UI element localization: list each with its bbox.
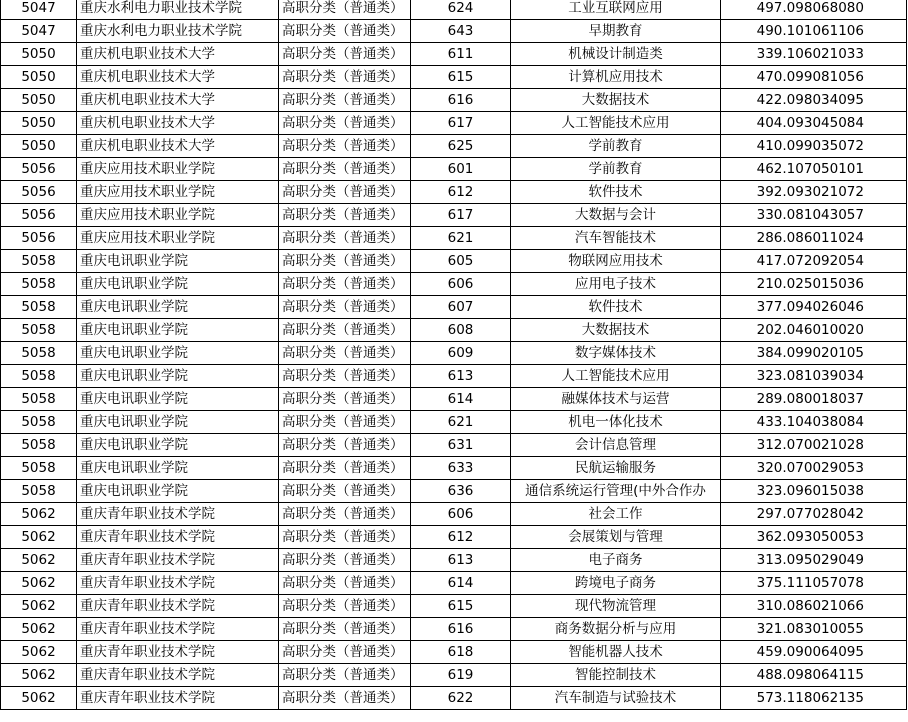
major-code-cell: 612 [411, 526, 511, 549]
table-row [1, 342, 907, 365]
school-code-cell: 5050 [1, 66, 77, 89]
score-cell: 313.095029049 [721, 549, 907, 572]
major-code-cell: 606 [411, 503, 511, 526]
table-row [1, 480, 907, 503]
major-name-cell: 通信系统运行管理(中外合作办 [511, 480, 721, 503]
major-name-cell: 人工智能技术应用 [511, 365, 721, 388]
major-code-cell: 611 [411, 43, 511, 66]
table-row [1, 135, 907, 158]
school-code-cell: 5062 [1, 549, 77, 572]
table-row [1, 503, 907, 526]
major-name-cell: 人工智能技术应用 [511, 112, 721, 135]
school-code-cell: 5062 [1, 503, 77, 526]
school-code-cell: 5062 [1, 572, 77, 595]
admission-type-cell: 高职分类（普通类） [279, 342, 411, 365]
major-code-cell: 614 [411, 572, 511, 595]
major-code-cell: 601 [411, 158, 511, 181]
major-name-cell: 工业互联网应用 [511, 0, 721, 20]
major-code-cell: 613 [411, 549, 511, 572]
table-row [1, 273, 907, 296]
major-code-cell: 617 [411, 112, 511, 135]
major-code-cell: 621 [411, 227, 511, 250]
major-name-cell: 应用电子技术 [511, 273, 721, 296]
major-code-cell: 608 [411, 319, 511, 342]
major-name-cell: 电子商务 [511, 549, 721, 572]
major-name-cell: 软件技术 [511, 296, 721, 319]
major-code-cell: 631 [411, 434, 511, 457]
school-code-cell: 5056 [1, 204, 77, 227]
table-row [1, 20, 907, 43]
school-name-cell: 重庆应用技术职业学院 [77, 227, 279, 250]
school-name-cell: 重庆青年职业技术学院 [77, 549, 279, 572]
table-row [1, 687, 907, 710]
major-name-cell: 机电一体化技术 [511, 411, 721, 434]
school-name-cell: 重庆青年职业技术学院 [77, 526, 279, 549]
admission-type-cell: 高职分类（普通类） [279, 641, 411, 664]
score-cell: 490.101061106 [721, 20, 907, 43]
score-cell: 330.081043057 [721, 204, 907, 227]
admission-type-cell: 高职分类（普通类） [279, 595, 411, 618]
major-code-cell: 643 [411, 20, 511, 43]
major-code-cell: 617 [411, 204, 511, 227]
major-name-cell: 机械设计制造类 [511, 43, 721, 66]
major-code-cell: 619 [411, 664, 511, 687]
table-row [1, 572, 907, 595]
school-name-cell: 重庆电讯职业学院 [77, 457, 279, 480]
major-code-cell: 615 [411, 595, 511, 618]
school-name-cell: 重庆青年职业技术学院 [77, 641, 279, 664]
major-code-cell: 607 [411, 296, 511, 319]
school-name-cell: 重庆青年职业技术学院 [77, 572, 279, 595]
score-cell: 210.025015036 [721, 273, 907, 296]
school-code-cell: 5058 [1, 411, 77, 434]
score-cell: 323.081039034 [721, 365, 907, 388]
major-name-cell: 大数据与会计 [511, 204, 721, 227]
major-code-cell: 636 [411, 480, 511, 503]
major-name-cell: 现代物流管理 [511, 595, 721, 618]
admission-type-cell: 高职分类（普通类） [279, 480, 411, 503]
admission-type-cell: 高职分类（普通类） [279, 388, 411, 411]
table-row [1, 526, 907, 549]
score-cell: 321.083010055 [721, 618, 907, 641]
table-row [1, 112, 907, 135]
school-code-cell: 5050 [1, 89, 77, 112]
score-cell: 202.046010020 [721, 319, 907, 342]
score-cell: 459.090064095 [721, 641, 907, 664]
major-code-cell: 618 [411, 641, 511, 664]
school-name-cell: 重庆青年职业技术学院 [77, 503, 279, 526]
school-code-cell: 5062 [1, 618, 77, 641]
school-code-cell: 5056 [1, 158, 77, 181]
score-cell: 377.094026046 [721, 296, 907, 319]
admission-type-cell: 高职分类（普通类） [279, 526, 411, 549]
admission-type-cell: 高职分类（普通类） [279, 572, 411, 595]
score-cell: 362.093050053 [721, 526, 907, 549]
admission-type-cell: 高职分类（普通类） [279, 365, 411, 388]
score-cell: 289.080018037 [721, 388, 907, 411]
major-name-cell: 汽车制造与试验技术 [511, 687, 721, 710]
school-code-cell: 5058 [1, 319, 77, 342]
score-cell: 433.104038084 [721, 411, 907, 434]
major-name-cell: 会计信息管理 [511, 434, 721, 457]
major-name-cell: 早期教育 [511, 20, 721, 43]
major-name-cell: 物联网应用技术 [511, 250, 721, 273]
school-code-cell: 5062 [1, 641, 77, 664]
school-name-cell: 重庆机电职业技术大学 [77, 112, 279, 135]
school-name-cell: 重庆水利电力职业技术学院 [77, 0, 279, 20]
table-row [1, 618, 907, 641]
table-row [1, 250, 907, 273]
major-name-cell: 数字媒体技术 [511, 342, 721, 365]
admission-type-cell: 高职分类（普通类） [279, 158, 411, 181]
school-code-cell: 5058 [1, 480, 77, 503]
school-code-cell: 5058 [1, 457, 77, 480]
major-code-cell: 615 [411, 66, 511, 89]
major-code-cell: 613 [411, 365, 511, 388]
admission-type-cell: 高职分类（普通类） [279, 549, 411, 572]
admission-type-cell: 高职分类（普通类） [279, 112, 411, 135]
score-cell: 462.107050101 [721, 158, 907, 181]
score-cell: 404.093045084 [721, 112, 907, 135]
admission-type-cell: 高职分类（普通类） [279, 411, 411, 434]
score-cell: 312.070021028 [721, 434, 907, 457]
score-cell: 470.099081056 [721, 66, 907, 89]
major-name-cell: 智能机器人技术 [511, 641, 721, 664]
score-cell: 286.086011024 [721, 227, 907, 250]
school-code-cell: 5062 [1, 526, 77, 549]
score-cell: 339.106021033 [721, 43, 907, 66]
major-name-cell: 计算机应用技术 [511, 66, 721, 89]
admission-type-cell: 高职分类（普通类） [279, 273, 411, 296]
table-row [1, 411, 907, 434]
school-name-cell: 重庆电讯职业学院 [77, 250, 279, 273]
table-row [1, 664, 907, 687]
table-row [1, 0, 907, 20]
admission-type-cell: 高职分类（普通类） [279, 296, 411, 319]
major-code-cell: 605 [411, 250, 511, 273]
school-name-cell: 重庆应用技术职业学院 [77, 181, 279, 204]
score-cell: 573.118062135 [721, 687, 907, 710]
school-code-cell: 5062 [1, 595, 77, 618]
score-cell: 417.072092054 [721, 250, 907, 273]
admission-type-cell: 高职分类（普通类） [279, 664, 411, 687]
score-cell: 384.099020105 [721, 342, 907, 365]
score-cell: 497.098068080 [721, 0, 907, 20]
score-cell: 375.111057078 [721, 572, 907, 595]
admission-type-cell: 高职分类（普通类） [279, 181, 411, 204]
school-code-cell: 5062 [1, 664, 77, 687]
table-row [1, 434, 907, 457]
admission-type-cell: 高职分类（普通类） [279, 43, 411, 66]
school-name-cell: 重庆青年职业技术学院 [77, 595, 279, 618]
school-code-cell: 5056 [1, 227, 77, 250]
admission-type-cell: 高职分类（普通类） [279, 319, 411, 342]
school-code-cell: 5056 [1, 181, 77, 204]
school-code-cell: 5062 [1, 687, 77, 710]
admission-type-cell: 高职分类（普通类） [279, 250, 411, 273]
table-row [1, 296, 907, 319]
score-cell: 320.070029053 [721, 457, 907, 480]
school-code-cell: 5050 [1, 112, 77, 135]
table-row [1, 89, 907, 112]
admission-type-cell: 高职分类（普通类） [279, 135, 411, 158]
school-name-cell: 重庆电讯职业学院 [77, 296, 279, 319]
major-name-cell: 软件技术 [511, 181, 721, 204]
school-code-cell: 5047 [1, 20, 77, 43]
school-code-cell: 5047 [1, 0, 77, 20]
major-code-cell: 633 [411, 457, 511, 480]
school-name-cell: 重庆电讯职业学院 [77, 411, 279, 434]
school-code-cell: 5058 [1, 388, 77, 411]
major-code-cell: 624 [411, 0, 511, 20]
major-name-cell: 智能控制技术 [511, 664, 721, 687]
school-code-cell: 5058 [1, 250, 77, 273]
score-cell: 422.098034095 [721, 89, 907, 112]
table-body [1, 0, 907, 710]
school-name-cell: 重庆电讯职业学院 [77, 319, 279, 342]
major-name-cell: 大数据技术 [511, 319, 721, 342]
score-cell: 392.093021072 [721, 181, 907, 204]
admission-type-cell: 高职分类（普通类） [279, 227, 411, 250]
major-name-cell: 社会工作 [511, 503, 721, 526]
school-code-cell: 5058 [1, 273, 77, 296]
admission-type-cell: 高职分类（普通类） [279, 457, 411, 480]
major-code-cell: 622 [411, 687, 511, 710]
score-cell: 323.096015038 [721, 480, 907, 503]
major-code-cell: 616 [411, 618, 511, 641]
school-code-cell: 5058 [1, 296, 77, 319]
school-name-cell: 重庆电讯职业学院 [77, 434, 279, 457]
table-row [1, 388, 907, 411]
school-name-cell: 重庆应用技术职业学院 [77, 158, 279, 181]
admission-type-cell: 高职分类（普通类） [279, 503, 411, 526]
table-row [1, 204, 907, 227]
table-row [1, 457, 907, 480]
school-name-cell: 重庆电讯职业学院 [77, 388, 279, 411]
major-name-cell: 会展策划与管理 [511, 526, 721, 549]
school-name-cell: 重庆应用技术职业学院 [77, 204, 279, 227]
major-name-cell: 民航运输服务 [511, 457, 721, 480]
table-row [1, 595, 907, 618]
school-name-cell: 重庆青年职业技术学院 [77, 664, 279, 687]
school-name-cell: 重庆电讯职业学院 [77, 480, 279, 503]
major-name-cell: 跨境电子商务 [511, 572, 721, 595]
school-code-cell: 5058 [1, 365, 77, 388]
school-name-cell: 重庆青年职业技术学院 [77, 687, 279, 710]
table-row [1, 158, 907, 181]
admission-type-cell: 高职分类（普通类） [279, 89, 411, 112]
major-code-cell: 616 [411, 89, 511, 112]
major-code-cell: 606 [411, 273, 511, 296]
major-name-cell: 学前教育 [511, 135, 721, 158]
table-row [1, 43, 907, 66]
school-code-cell: 5058 [1, 342, 77, 365]
admission-type-cell: 高职分类（普通类） [279, 20, 411, 43]
admission-type-cell: 高职分类（普通类） [279, 618, 411, 641]
table-row [1, 66, 907, 89]
major-name-cell: 商务数据分析与应用 [511, 618, 721, 641]
score-cell: 297.077028042 [721, 503, 907, 526]
score-cell: 488.098064115 [721, 664, 907, 687]
table-row [1, 641, 907, 664]
major-name-cell: 学前教育 [511, 158, 721, 181]
school-code-cell: 5058 [1, 434, 77, 457]
major-name-cell: 大数据技术 [511, 89, 721, 112]
admission-type-cell: 高职分类（普通类） [279, 434, 411, 457]
major-code-cell: 614 [411, 388, 511, 411]
table-row [1, 227, 907, 250]
school-name-cell: 重庆电讯职业学院 [77, 273, 279, 296]
major-name-cell: 汽车智能技术 [511, 227, 721, 250]
score-cell: 410.099035072 [721, 135, 907, 158]
table-row [1, 181, 907, 204]
admission-type-cell: 高职分类（普通类） [279, 204, 411, 227]
score-cell: 310.086021066 [721, 595, 907, 618]
table-row [1, 319, 907, 342]
school-code-cell: 5050 [1, 135, 77, 158]
major-code-cell: 625 [411, 135, 511, 158]
major-code-cell: 609 [411, 342, 511, 365]
admission-type-cell: 高职分类（普通类） [279, 0, 411, 20]
admission-type-cell: 高职分类（普通类） [279, 66, 411, 89]
school-name-cell: 重庆机电职业技术大学 [77, 135, 279, 158]
school-name-cell: 重庆电讯职业学院 [77, 342, 279, 365]
school-name-cell: 重庆机电职业技术大学 [77, 43, 279, 66]
major-name-cell: 融媒体技术与运营 [511, 388, 721, 411]
school-name-cell: 重庆机电职业技术大学 [77, 89, 279, 112]
school-code-cell: 5050 [1, 43, 77, 66]
major-code-cell: 612 [411, 181, 511, 204]
table-row [1, 549, 907, 572]
table-row [1, 365, 907, 388]
school-name-cell: 重庆机电职业技术大学 [77, 66, 279, 89]
school-name-cell: 重庆电讯职业学院 [77, 365, 279, 388]
school-name-cell: 重庆青年职业技术学院 [77, 618, 279, 641]
admission-type-cell: 高职分类（普通类） [279, 687, 411, 710]
major-code-cell: 621 [411, 411, 511, 434]
school-name-cell: 重庆水利电力职业技术学院 [77, 20, 279, 43]
